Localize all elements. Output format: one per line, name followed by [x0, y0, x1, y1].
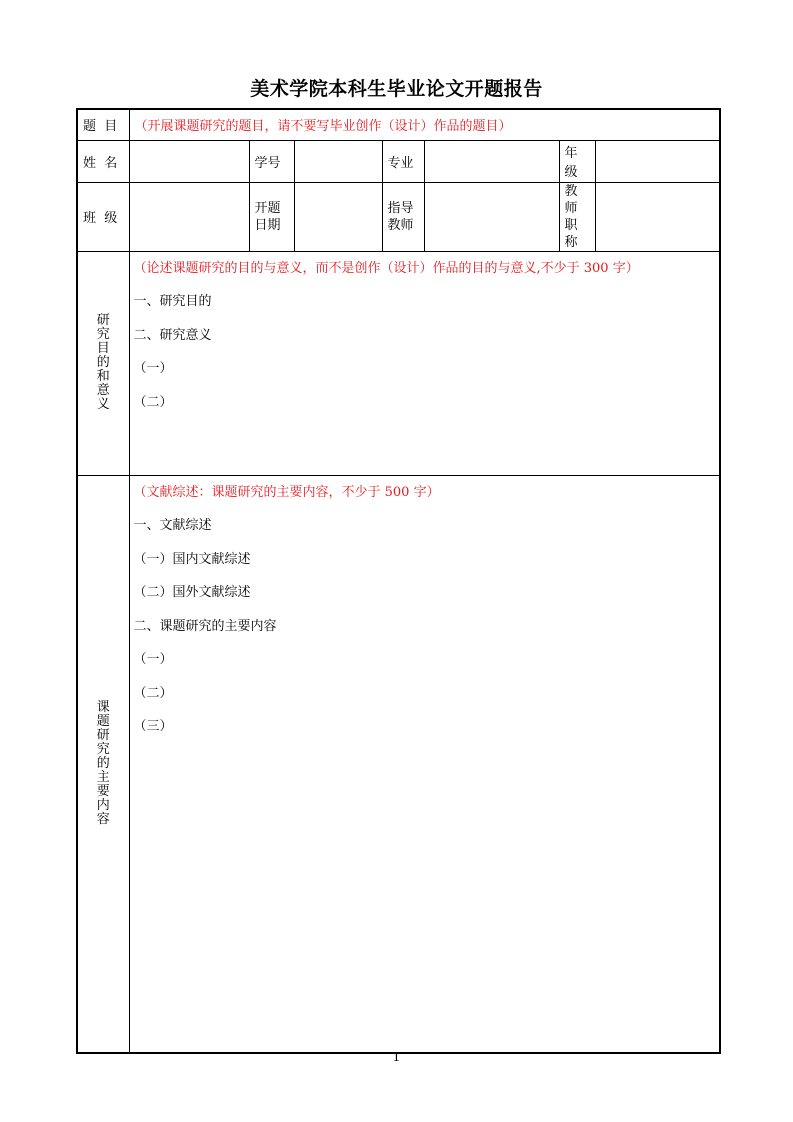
class-label: 班 级	[77, 182, 129, 251]
content-label-char: 内	[96, 797, 110, 813]
content-row	[77, 475, 720, 1053]
topic-hint-field[interactable]: （开展课题研究的题目，请不要写毕业创作（设计）作品的题目）	[129, 109, 720, 140]
advisor-rank-label-line2: 职称	[564, 217, 578, 250]
name-label: 姓 名	[77, 140, 129, 182]
proposal-form-table	[76, 108, 721, 1054]
advisor-label-line2: 教师	[387, 217, 414, 233]
content-label-char: 容	[96, 811, 110, 827]
report-title: 美术学院本科生毕业论文开题报告	[250, 78, 543, 100]
advisor-rank-field[interactable]	[595, 182, 720, 251]
content-label-char: 题	[96, 713, 110, 729]
purpose-label-char: 究	[96, 327, 110, 342]
major-field[interactable]	[424, 140, 559, 182]
topic-row	[77, 109, 720, 140]
main-content-section-label	[77, 475, 129, 1053]
purpose-line: 二、研究意义	[133, 327, 212, 343]
content-hint: （文献综述：课题研究的主要内容，不少于 500 字）	[133, 484, 440, 500]
purpose-label-char: 和	[96, 369, 110, 384]
purpose-line: （一）	[133, 361, 173, 376]
purpose-label-char: 的	[96, 355, 110, 370]
content-label-char: 究	[96, 741, 110, 757]
major-label: 专业	[382, 140, 424, 182]
purpose-line: （二）	[133, 394, 173, 410]
advisor-label-line1: 指导	[387, 200, 414, 216]
content-line: 一、文献综述	[133, 518, 212, 533]
grade-label: 年级	[559, 140, 595, 182]
page-number: 1	[392, 1050, 401, 1064]
proposal-date-field[interactable]	[294, 182, 382, 251]
advisor-field[interactable]	[424, 182, 559, 251]
proposal-date-label-line1: 开题	[254, 200, 281, 216]
purpose-content-area[interactable]	[129, 251, 720, 475]
student-id-field[interactable]	[294, 140, 382, 182]
content-label-char: 主	[96, 769, 110, 785]
student-id-label: 学号	[249, 140, 294, 182]
purpose-label-char: 义	[96, 397, 110, 412]
advisor-rank-label-line1: 教师	[564, 183, 578, 216]
main-content-area[interactable]	[129, 475, 720, 1053]
content-line: （一）国内文献综述	[133, 551, 251, 567]
content-line: （一）	[133, 652, 173, 667]
purpose-hint: （论述课题研究的目的与意义，而不是创作（设计）作品的目的与意义,不少于 300 字）	[133, 260, 639, 276]
content-line: 二、课题研究的主要内容	[133, 618, 277, 634]
grade-field[interactable]	[595, 140, 720, 182]
content-label-char: 的	[96, 755, 110, 771]
advisor-label	[382, 182, 424, 251]
name-field[interactable]	[129, 140, 249, 182]
purpose-label-char: 研	[96, 313, 110, 328]
name-row	[77, 140, 720, 182]
topic-label: 题 目	[77, 109, 129, 140]
content-label-char: 研	[96, 727, 110, 743]
content-label-char: 要	[96, 783, 110, 799]
purpose-label-char: 目	[96, 341, 110, 356]
purpose-row	[77, 251, 720, 475]
proposal-date-label-line2: 日期	[254, 217, 281, 233]
content-label-char: 课	[96, 699, 110, 715]
purpose-line: 一、研究目的	[133, 294, 212, 309]
content-line: （二）国外文献综述	[133, 585, 251, 600]
advisor-rank-label	[559, 182, 595, 251]
purpose-label-char: 意	[96, 383, 110, 398]
class-row	[77, 182, 720, 251]
content-line: （三）	[133, 719, 173, 734]
content-line: （二）	[133, 685, 173, 701]
purpose-section-label	[77, 251, 129, 475]
class-field[interactable]	[129, 182, 249, 251]
proposal-date-label	[249, 182, 294, 251]
